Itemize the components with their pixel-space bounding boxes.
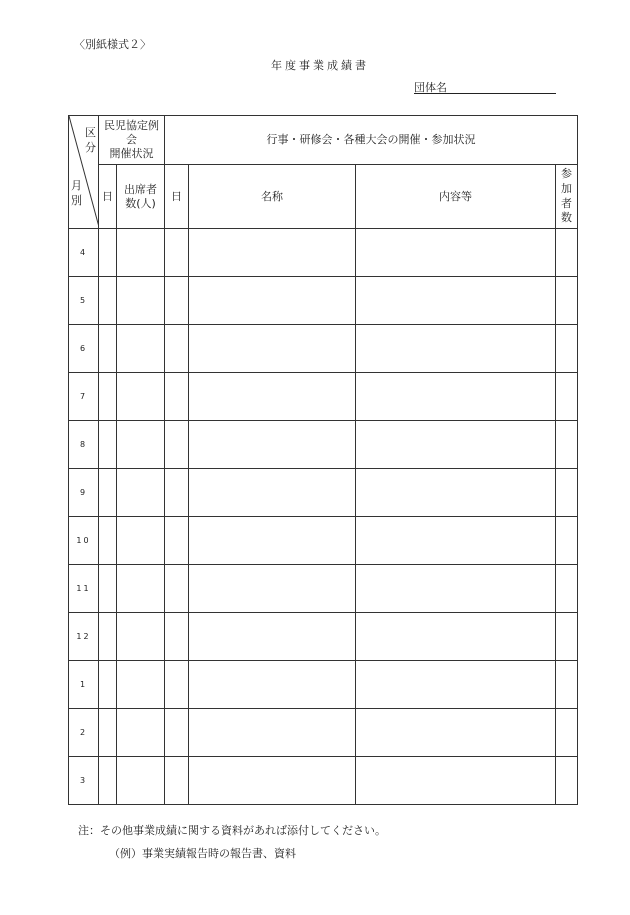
attendees-cell[interactable] bbox=[117, 373, 165, 421]
table-row bbox=[69, 421, 578, 469]
participants-cell[interactable] bbox=[556, 709, 578, 757]
attendees-cell[interactable] bbox=[117, 325, 165, 373]
month-cell: 4 bbox=[69, 229, 99, 277]
participants-cell[interactable] bbox=[556, 373, 578, 421]
event-day-cell[interactable] bbox=[165, 613, 189, 661]
attendees-cell[interactable] bbox=[117, 613, 165, 661]
table-row bbox=[69, 709, 578, 757]
event-content-cell[interactable] bbox=[356, 421, 556, 469]
attendees-cell[interactable] bbox=[117, 229, 165, 277]
document-title: 年度事業成績書 bbox=[271, 59, 369, 72]
attendees-cell[interactable] bbox=[117, 661, 165, 709]
report-table bbox=[68, 115, 578, 805]
event-day-cell[interactable] bbox=[165, 757, 189, 805]
month-cell: 6 bbox=[69, 325, 99, 373]
meeting-day-cell[interactable] bbox=[99, 757, 117, 805]
participants-cell[interactable] bbox=[556, 277, 578, 325]
header-corner-cell bbox=[69, 116, 99, 229]
event-name-cell[interactable] bbox=[189, 517, 356, 565]
group-header-line: 会 bbox=[126, 133, 137, 147]
event-content-cell[interactable] bbox=[356, 469, 556, 517]
event-content-cell[interactable] bbox=[356, 709, 556, 757]
participants-cell[interactable] bbox=[556, 613, 578, 661]
participants-header-char: 加 bbox=[561, 181, 572, 195]
month-header bbox=[71, 179, 82, 209]
table-row bbox=[69, 325, 578, 373]
attendees-cell[interactable] bbox=[117, 421, 165, 469]
event-day-cell[interactable] bbox=[165, 325, 189, 373]
month-cell: 7 bbox=[69, 373, 99, 421]
event-day-cell[interactable] bbox=[165, 373, 189, 421]
month-cell: 5 bbox=[69, 277, 99, 325]
group-header-line: 民児協定例 bbox=[104, 119, 159, 133]
event-day-cell[interactable] bbox=[165, 661, 189, 709]
table-row bbox=[69, 565, 578, 613]
participants-header-char: 者 bbox=[561, 196, 572, 210]
event-name-cell[interactable] bbox=[189, 373, 356, 421]
table-row bbox=[69, 613, 578, 661]
event-name-cell[interactable] bbox=[189, 709, 356, 757]
event-day-cell[interactable] bbox=[165, 277, 189, 325]
event-content-cell[interactable] bbox=[356, 229, 556, 277]
event-day-cell[interactable] bbox=[165, 709, 189, 757]
table-row bbox=[69, 373, 578, 421]
meeting-day-cell[interactable] bbox=[99, 565, 117, 613]
event-day-header: 日 bbox=[165, 165, 189, 229]
form-code: 〈別紙様式２〉 bbox=[74, 38, 151, 51]
table-row bbox=[69, 517, 578, 565]
attendees-cell[interactable] bbox=[117, 757, 165, 805]
attendees-header-line: 数(人) bbox=[125, 196, 156, 210]
month-cell: 11 bbox=[69, 565, 99, 613]
participants-cell[interactable] bbox=[556, 325, 578, 373]
events-group-header: 行事・研修会・各種大会の開催・参加状況 bbox=[165, 116, 578, 165]
participants-header-char: 数 bbox=[561, 211, 572, 225]
table-row bbox=[69, 661, 578, 709]
participants-cell[interactable] bbox=[556, 661, 578, 709]
meeting-day-cell[interactable] bbox=[99, 613, 117, 661]
organization-name-field[interactable] bbox=[414, 93, 556, 94]
event-content-cell[interactable] bbox=[356, 613, 556, 661]
minsei-meeting-group-header bbox=[99, 116, 165, 165]
month-cell: 10 bbox=[69, 517, 99, 565]
meeting-day-cell[interactable] bbox=[99, 229, 117, 277]
month-header-line: 別 bbox=[71, 194, 82, 208]
meeting-day-header: 日 bbox=[99, 165, 117, 229]
event-content-cell[interactable] bbox=[356, 565, 556, 613]
month-cell: 1 bbox=[69, 661, 99, 709]
meeting-day-cell[interactable] bbox=[99, 709, 117, 757]
attendees-header bbox=[117, 165, 165, 229]
meeting-day-cell[interactable] bbox=[99, 373, 117, 421]
event-name-cell[interactable] bbox=[189, 469, 356, 517]
participants-cell[interactable] bbox=[556, 421, 578, 469]
participants-header bbox=[556, 165, 578, 229]
meeting-day-cell[interactable] bbox=[99, 325, 117, 373]
event-day-cell[interactable] bbox=[165, 565, 189, 613]
participants-cell[interactable] bbox=[556, 469, 578, 517]
event-content-cell[interactable] bbox=[356, 373, 556, 421]
category-header-line: 分 bbox=[85, 140, 96, 154]
participants-header-char: 参 bbox=[561, 166, 572, 180]
event-content-cell[interactable] bbox=[356, 757, 556, 805]
event-name-cell[interactable] bbox=[189, 421, 356, 469]
table-row bbox=[69, 757, 578, 805]
month-cell: 8 bbox=[69, 421, 99, 469]
event-day-cell[interactable] bbox=[165, 229, 189, 277]
meeting-day-cell[interactable] bbox=[99, 517, 117, 565]
meeting-day-cell[interactable] bbox=[99, 469, 117, 517]
note-text: 注：その他事業成績に関する資料があれば添付してください。 bbox=[78, 824, 386, 837]
attendees-cell[interactable] bbox=[117, 517, 165, 565]
table-row bbox=[69, 469, 578, 517]
month-cell: 9 bbox=[69, 469, 99, 517]
group-header-line: 開催状況 bbox=[109, 146, 154, 160]
meeting-day-cell[interactable] bbox=[99, 277, 117, 325]
month-cell: 3 bbox=[69, 757, 99, 805]
participants-cell[interactable] bbox=[556, 565, 578, 613]
event-name-header: 名称 bbox=[189, 165, 356, 229]
participants-cell[interactable] bbox=[556, 517, 578, 565]
event-day-cell[interactable] bbox=[165, 421, 189, 469]
event-content-header: 内容等 bbox=[356, 165, 556, 229]
meeting-day-cell[interactable] bbox=[99, 661, 117, 709]
table-row bbox=[69, 229, 578, 277]
category-header bbox=[85, 126, 96, 156]
month-cell: 12 bbox=[69, 613, 99, 661]
event-content-cell[interactable] bbox=[356, 517, 556, 565]
month-header-line: 月 bbox=[71, 179, 82, 193]
attendees-header-line: 出席者 bbox=[124, 182, 157, 196]
attendees-cell[interactable] bbox=[117, 709, 165, 757]
event-content-cell[interactable] bbox=[356, 277, 556, 325]
event-name-cell[interactable] bbox=[189, 325, 356, 373]
participants-cell[interactable] bbox=[556, 757, 578, 805]
month-rows bbox=[69, 229, 578, 805]
month-cell: 2 bbox=[69, 709, 99, 757]
event-day-cell[interactable] bbox=[165, 469, 189, 517]
organization-name-label: 団体名 bbox=[414, 81, 447, 94]
event-name-cell[interactable] bbox=[189, 229, 356, 277]
meeting-day-cell[interactable] bbox=[99, 421, 117, 469]
example-text: （例）事業実績報告時の報告書、資料 bbox=[109, 847, 296, 860]
event-day-cell[interactable] bbox=[165, 517, 189, 565]
category-header-line: 区 bbox=[85, 126, 96, 139]
attendees-cell[interactable] bbox=[117, 277, 165, 325]
participants-cell[interactable] bbox=[556, 229, 578, 277]
event-name-cell[interactable] bbox=[189, 613, 356, 661]
attendees-cell[interactable] bbox=[117, 565, 165, 613]
event-name-cell[interactable] bbox=[189, 277, 356, 325]
event-name-cell[interactable] bbox=[189, 661, 356, 709]
attendees-cell[interactable] bbox=[117, 469, 165, 517]
event-content-cell[interactable] bbox=[356, 661, 556, 709]
table-row bbox=[69, 277, 578, 325]
event-name-cell[interactable] bbox=[189, 757, 356, 805]
event-name-cell[interactable] bbox=[189, 565, 356, 613]
event-content-cell[interactable] bbox=[356, 325, 556, 373]
